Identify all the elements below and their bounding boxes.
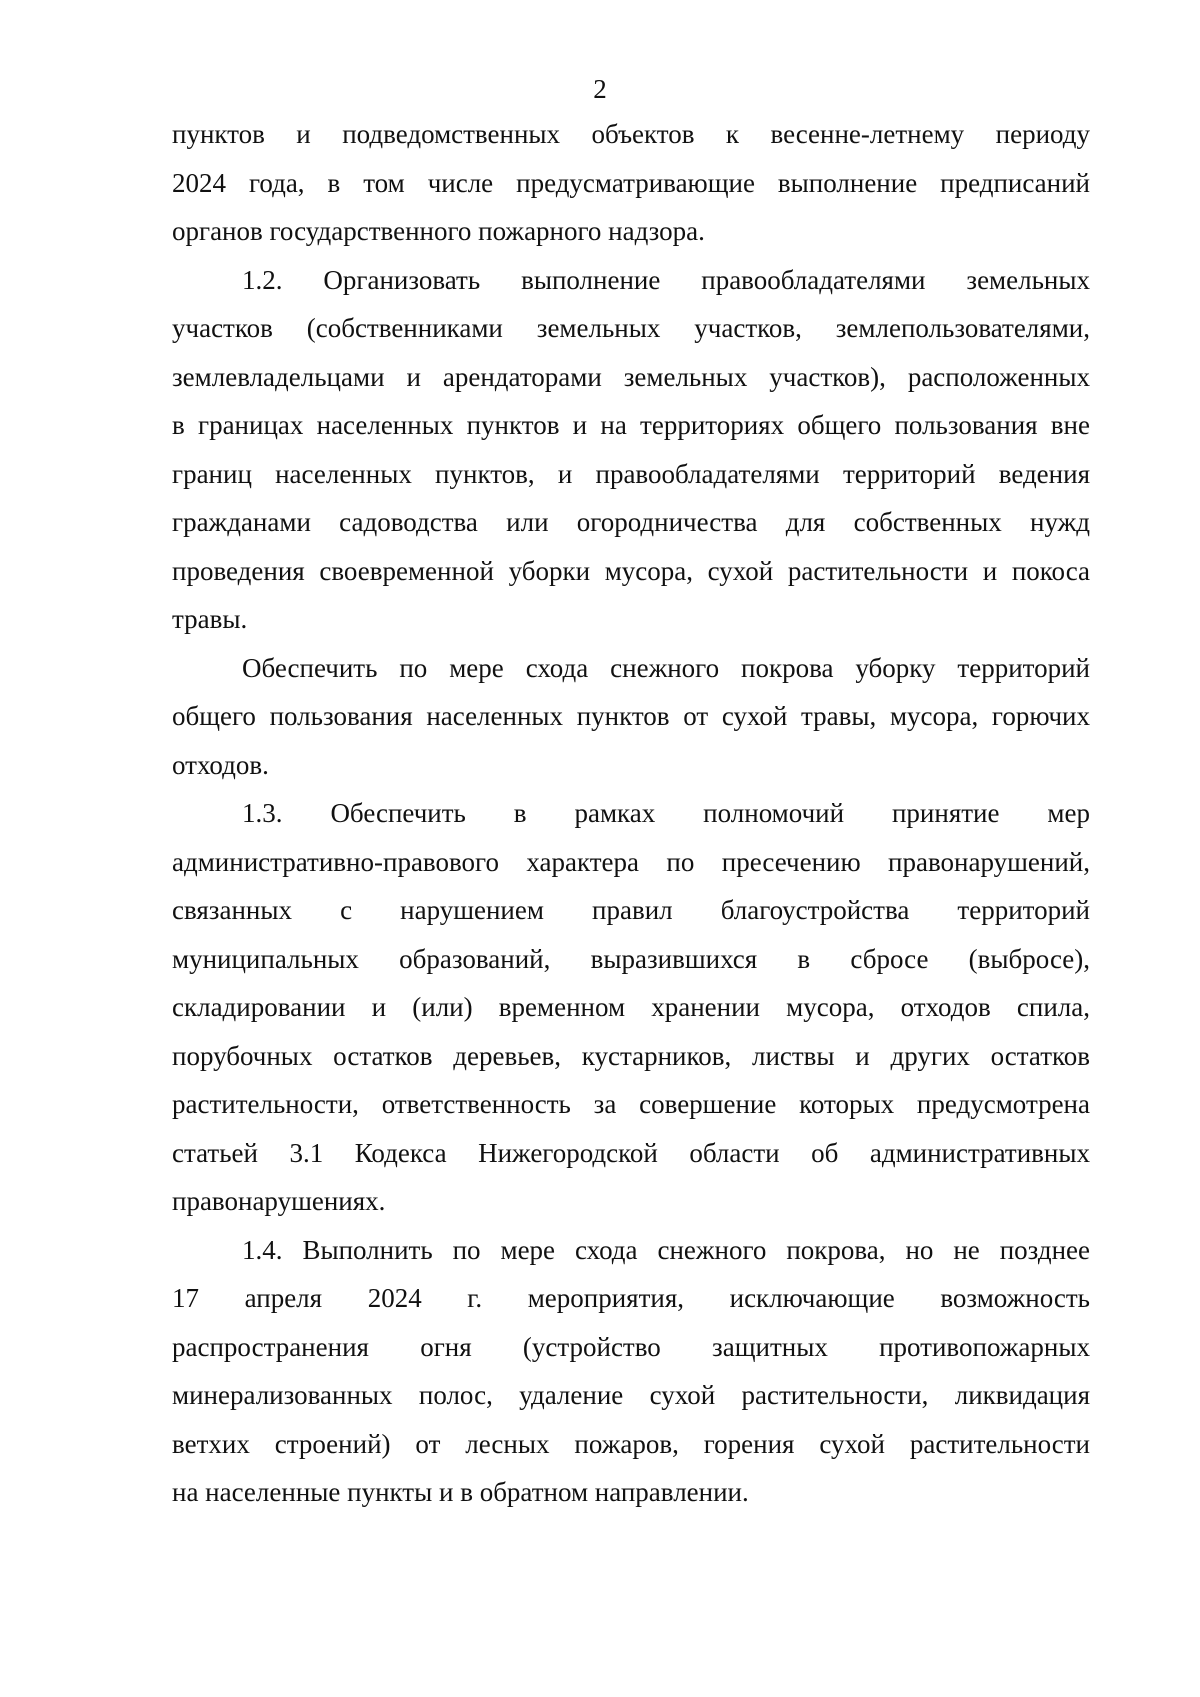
- document-body: [172, 110, 1090, 1517]
- paragraph-continuation: [172, 110, 1090, 256]
- text-line: пунктов и подведомственных объектов к весенне-летнему периоду: [172, 119, 1090, 149]
- text-line: минерализованных полос, удаление сухой растительности, ликвидация: [172, 1380, 1090, 1410]
- text-line: границ населенных пунктов, и правообладателями территорий ведения: [172, 458, 1090, 489]
- text-line: общего пользования населенных пунктов от сухой травы, мусора, горючих: [172, 701, 1090, 731]
- text-line: правонарушениях.: [172, 1186, 386, 1216]
- text-line: ветхих строений) от лесных пожаров, горения сухой растительности: [172, 1428, 1090, 1459]
- text-line: участков (собственниками земельных участков, землепользователями,: [172, 313, 1090, 343]
- text-line: порубочных остатков деревьев, кустарников, листвы и других остатков: [172, 1040, 1090, 1071]
- paragraph-1-4: [172, 1226, 1090, 1517]
- text-line: складировании и (или) временном хранении мусора, отходов спила,: [172, 992, 1090, 1022]
- text-line: отходов.: [172, 749, 269, 780]
- text-line: гражданами садоводства или огородничества для собственных нужд: [172, 507, 1090, 537]
- text-line: проведения своевременной уборки мусора, сухой растительности и покоса: [172, 555, 1090, 586]
- page-number: 2: [593, 74, 607, 104]
- text-line: органов государственного пожарного надзора.: [172, 216, 705, 246]
- text-line: в границах населенных пунктов и на территориях общего пользования вне: [172, 410, 1090, 440]
- text-line: 1.2. Организовать выполнение правообладателями земельных: [242, 264, 1090, 295]
- text-line: на населенные пункты и в обратном направлении.: [172, 1477, 749, 1507]
- text-line: Обеспечить по мере схода снежного покрова уборку территорий: [242, 652, 1090, 683]
- text-line: 17 апреля 2024 г. мероприятия, исключающие возможность: [172, 1283, 1090, 1313]
- text-line: 2024 года, в том числе предусматривающие выполнение предписаний: [172, 167, 1090, 198]
- text-line: распространения огня (устройство защитных противопожарных: [172, 1331, 1090, 1362]
- text-line: административно-правового характера по пресечению правонарушений,: [172, 846, 1090, 877]
- text-line: землевладельцами и арендаторами земельных участков), расположенных: [172, 361, 1090, 392]
- text-line: муниципальных образований, выразившихся в сбросе (выбросе),: [172, 943, 1090, 974]
- text-line: связанных с нарушением правил благоустройства территорий: [172, 895, 1090, 925]
- paragraph-1-2: [172, 256, 1090, 644]
- text-line: статьей 3.1 Кодекса Нижегородской области об административных: [172, 1137, 1090, 1168]
- paragraph-cleanup: [172, 644, 1090, 790]
- text-line: 1.4. Выполнить по мере схода снежного покрова, но не позднее: [242, 1234, 1090, 1265]
- paragraph-1-3: [172, 789, 1090, 1226]
- text-line: травы.: [172, 604, 248, 634]
- text-line: 1.3. Обеспечить в рамках полномочий принятие мер: [242, 798, 1090, 828]
- text-line: растительности, ответственность за совершение которых предусмотрена: [172, 1089, 1090, 1119]
